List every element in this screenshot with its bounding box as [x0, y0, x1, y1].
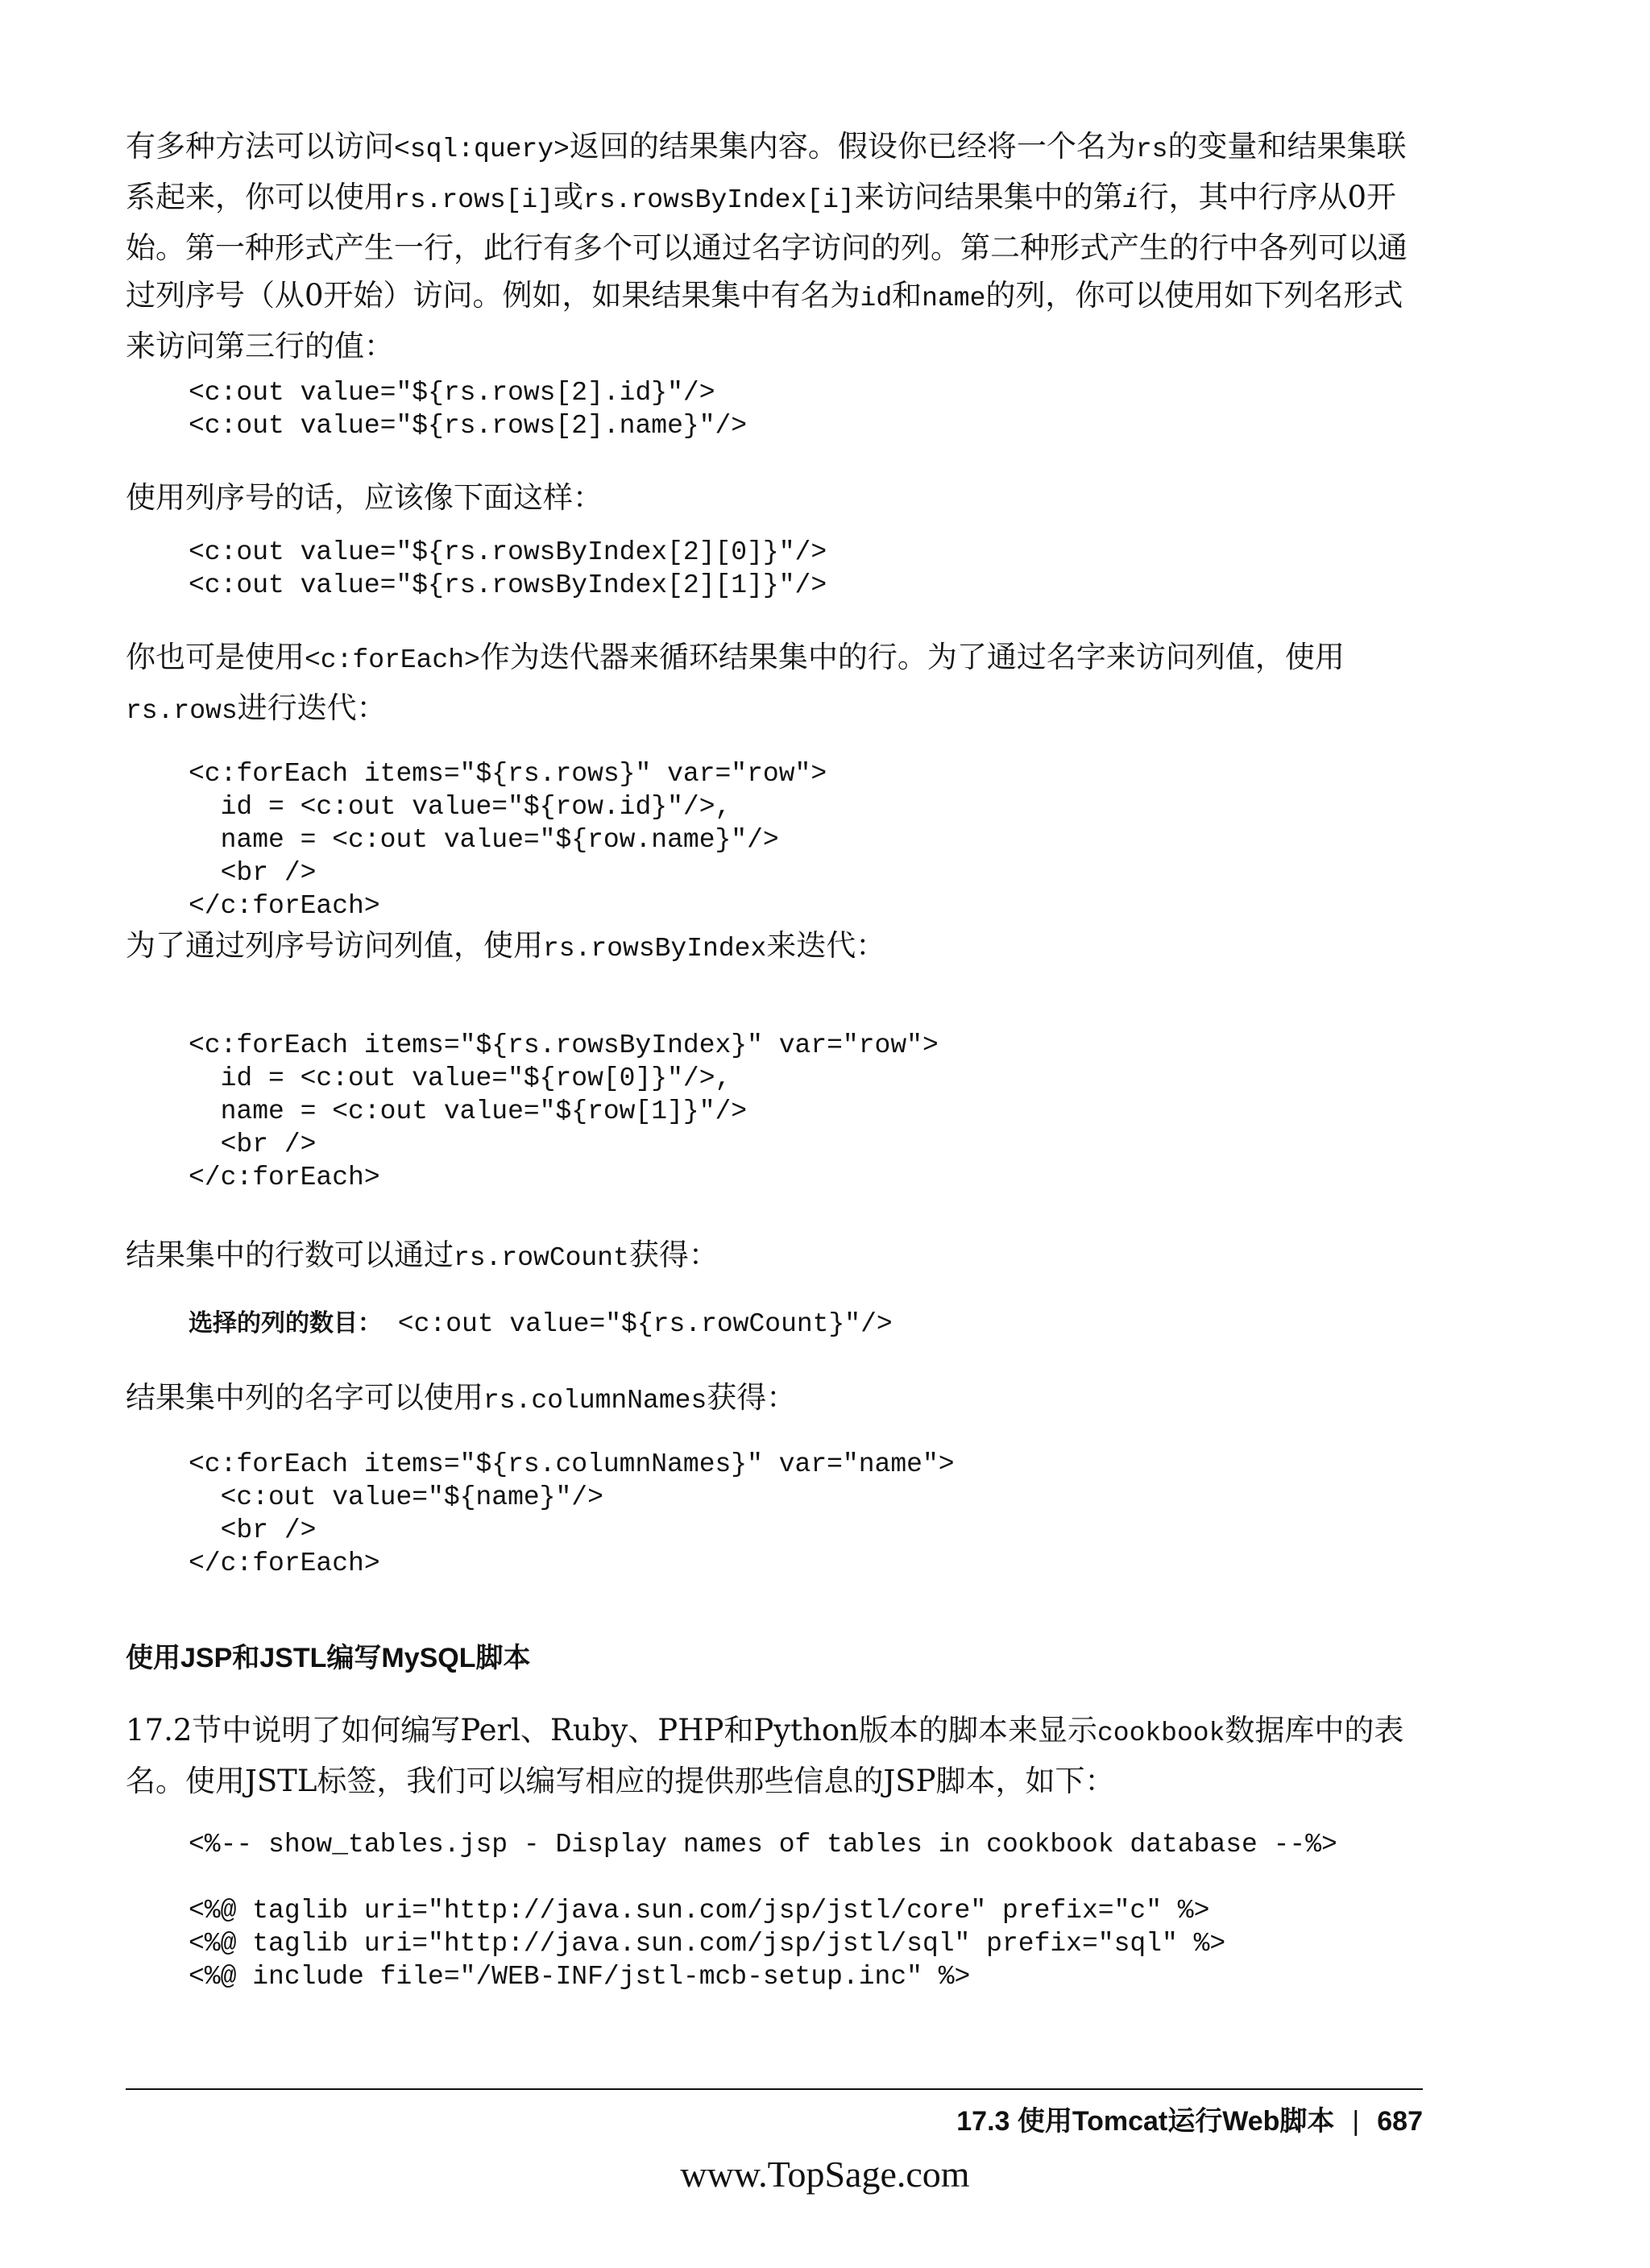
- inline-code: rs.rowsByIndex: [543, 934, 767, 964]
- inline-code: <sql:query>: [394, 135, 570, 164]
- text: 为了通过列序号访问列值，使用: [126, 928, 543, 963]
- inline-code: rs.rows[i]: [394, 185, 554, 215]
- text: 获得：: [707, 1380, 797, 1415]
- code-label: 选择的列的数目：: [189, 1309, 382, 1337]
- website-watermark: www.TopSage.com: [680, 2154, 970, 2195]
- text: 来访问结果集中的第: [854, 180, 1123, 214]
- code-block-foreach-index: <c:forEach items="${rs.rowsByIndex}" var="row"> id = <c:out value="${row[0]}"/>, name = <c:out value="${row[1]}"/> <br /> </c:forEach>: [189, 1030, 939, 1192]
- text: 数据库中的表名。使用JSTL标签，我们可以编写相应的提供那些信息的JSP脚本，如下：: [126, 1713, 1404, 1798]
- section-heading: 使用JSP和JSTL编写MySQL脚本: [126, 1643, 531, 1673]
- inline-code: i: [1122, 185, 1139, 215]
- text: 获得：: [628, 1238, 719, 1272]
- code-block-rows: <c:out value="${rs.rows[2].id}"/> <c:out value="${rs.rows[2].name}"/>: [189, 378, 748, 441]
- text: 你也可是使用: [126, 640, 305, 674]
- text: 使用列序号的话，应该像下面这样：: [126, 480, 603, 515]
- text: 有多种方法可以访问: [126, 129, 394, 164]
- paragraph-column-names: [126, 1374, 1423, 1424]
- inline-code: name: [922, 284, 986, 313]
- inline-code: rs: [1135, 135, 1168, 164]
- text: 结果集中的行数可以通过: [126, 1238, 454, 1272]
- inline-code: <c:forEach>: [305, 645, 480, 675]
- paragraph-jsp-script: [126, 1706, 1423, 1805]
- text: 返回的结果集内容。假设你已经将一个名为: [569, 129, 1136, 164]
- code-block-column-names: <c:forEach items="${rs.columnNames}" var="name"> <c:out value="${name}"/> <br /> </c:forEach>: [189, 1449, 955, 1578]
- code-text: <c:out value="${rs.rowCount}"/>: [382, 1309, 893, 1339]
- text: 来迭代：: [766, 928, 886, 963]
- text: 的列，你可以使用如下列名形式来访问第三行的值：: [126, 278, 1403, 363]
- paragraph-column-index: [126, 474, 1423, 521]
- inline-code: rs.rowCount: [454, 1243, 629, 1273]
- text: 17.2节中说明了如何编写Perl、Ruby、PHP和Python版本的脚本来显示: [126, 1713, 1097, 1748]
- code-block-show-tables: <%-- show_tables.jsp - Display names of tables in cookbook database --%> <%@ taglib uri="http://java.sun.com/jsp/jstl/core" prefix="c" %> <%@ taglib uri="http://java.sun.com/jsp/jstl/sql" prefix="sql" %> <%@ include file="/WEB-INF/jstl-mcb-setup.inc" %>: [189, 1830, 1337, 1992]
- text: 结果集中列的名字可以使用: [126, 1380, 483, 1415]
- inline-code: rs.rowsByIndex[i]: [583, 185, 855, 215]
- footer-separator: |: [1352, 2106, 1360, 2137]
- page-footer: [956, 2099, 1423, 2138]
- inline-code: rs.columnNames: [483, 1386, 707, 1416]
- text: 和: [892, 278, 922, 313]
- text: 行，其中行序从0开始。第一种形式产生一行，此行有多个可以通过名字访问的列。第二种形式产生的行中各列可以通过列序号（从0开始）访问。例如，如果结果集中有名为: [126, 180, 1407, 313]
- text: 进行迭代：: [237, 690, 387, 725]
- inline-code: cookbook: [1097, 1719, 1225, 1748]
- paragraph-row-count: [126, 1231, 1423, 1282]
- inline-code: rs.rows: [126, 696, 238, 726]
- text: 作为迭代器来循环结果集中的行。为了通过名字来访问列值，使用: [479, 640, 1345, 674]
- code-block-foreach-rows: <c:forEach items="${rs.rows}" var="row"> id = <c:out value="${row.id}"/>, name = <c:out value="${row.name}"/> <br /> </c:forEach>: [189, 759, 827, 921]
- paragraph-foreach: [126, 633, 1423, 735]
- inline-code: id: [860, 284, 893, 313]
- code-block-row-count: [189, 1307, 893, 1341]
- text: 或: [553, 180, 584, 214]
- footer-section-title: 17.3 使用Tomcat运行Web脚本: [956, 2106, 1335, 2137]
- footer-rule: [126, 2088, 1423, 2090]
- paragraph-foreach-index: [126, 922, 1423, 972]
- text: 的变量和结果集联系起来，你可以使用: [126, 129, 1407, 214]
- intro-paragraph: [126, 122, 1423, 370]
- page-number: 687: [1377, 2106, 1423, 2137]
- code-block-rows-by-index: <c:out value="${rs.rowsByIndex[2][0]}"/> <c:out value="${rs.rowsByIndex[2][1]}"/>: [189, 537, 827, 600]
